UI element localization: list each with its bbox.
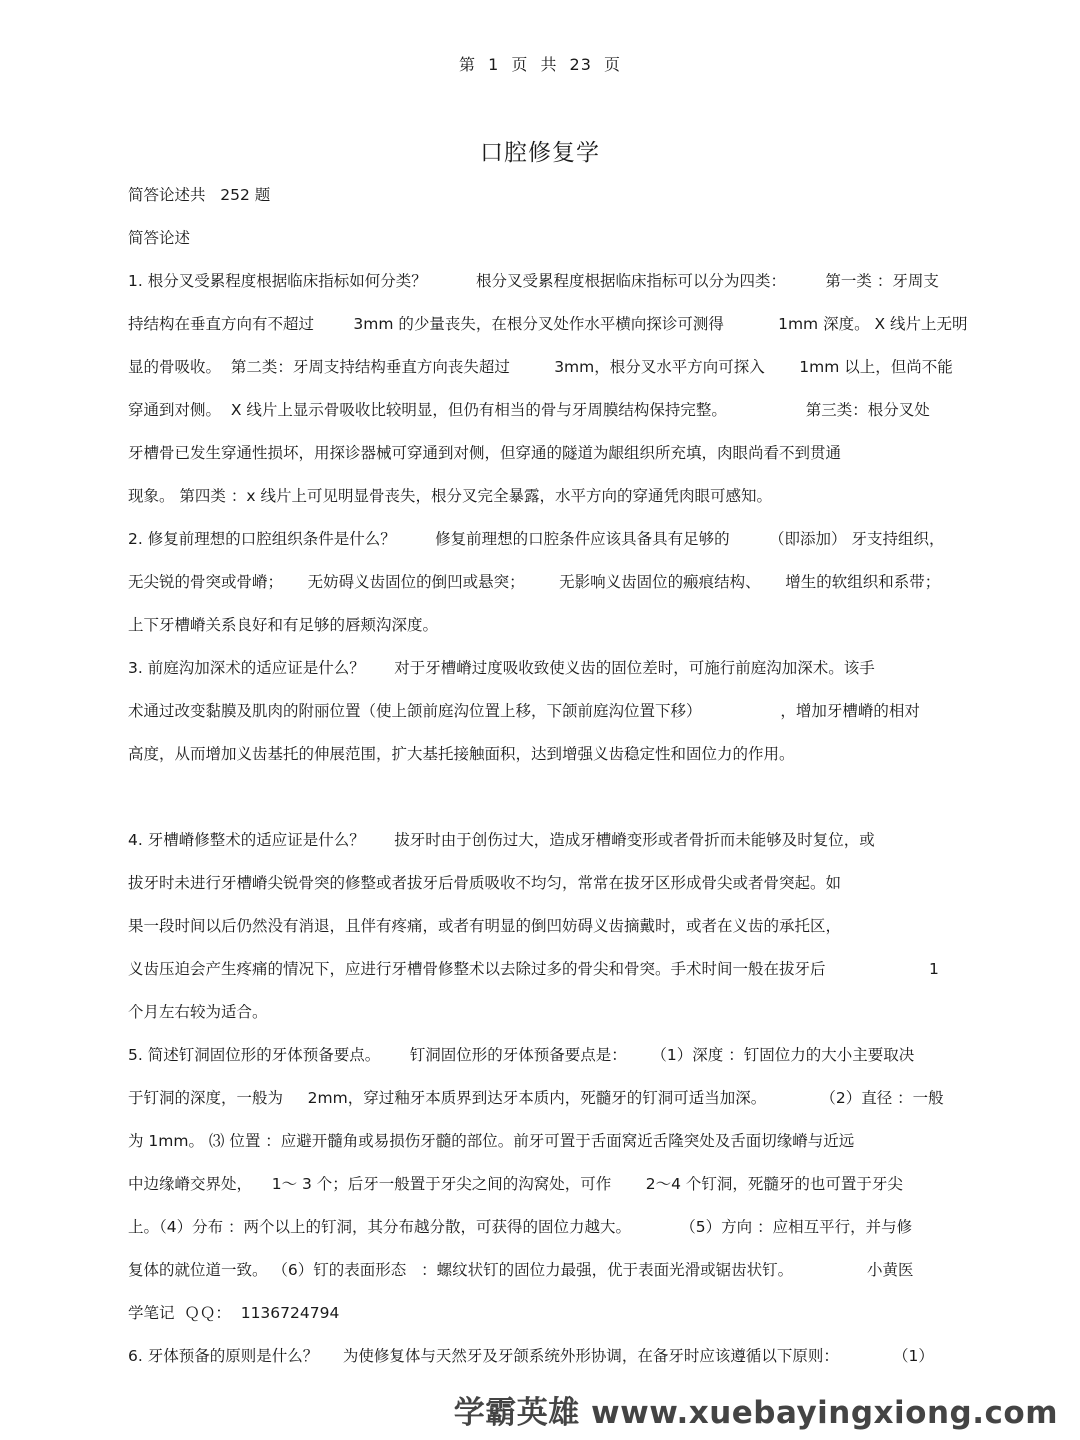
text-line: 显的骨吸收。 第二类：牙周支持结构垂直方向丧失超过 3mm，根分叉水平方向可探入 1mm 以上，但尚不能: [128, 358, 953, 376]
text-line: 6. 牙体预备的原则是什么？ 为使修复体与天然牙及牙颌系统外形协调，在备牙时应该遵循以下原则： （1）: [128, 1347, 934, 1365]
text-line: 高度，从而增加义齿基托的伸展范围，扩大基托接触面积，达到增强义齿稳定性和固位力的作用。: [128, 745, 795, 763]
text-line: 1. 根分叉受累程度根据临床指标如何分类？ 根分叉受累程度根据临床指标可以分为四类： 第一类 ：牙周支: [128, 272, 939, 290]
text-line: 牙槽骨已发生穿通性损坏，用探诊器械可穿通到对侧，但穿通的隧道为龈组织所充填，肉眼尚看不到贯通: [128, 444, 842, 462]
text-line: 拔牙时未进行牙槽嵴尖锐骨突的修整或者拔牙后骨质吸收不均匀，常常在拔牙区形成骨尖或者骨突起。如: [128, 874, 842, 892]
text-line: 果一段时间以后仍然没有消退，且伴有疼痛，或者有明显的倒凹妨碍义齿摘戴时，或者在义齿的承托区，: [128, 917, 842, 935]
page-number: 第 1 页 共 23 页: [459, 55, 621, 74]
section-label: 简答论述: [128, 229, 191, 247]
text-line: 学笔记 ＱＱ： 1136724794: [128, 1304, 340, 1322]
text-line: 现象。 第四类 ：x 线片上可见明显骨丧失，根分叉完全暴露，水平方向的穿通凭肉眼可感知。: [128, 487, 772, 505]
site-watermark: 学霸英雄 www.xuebayingxiong.com: [453, 1395, 1058, 1431]
text-line: 术通过改变黏膜及肌肉的附丽位置（使上颌前庭沟位置上移，下颌前庭沟位置下移） ，增加牙槽嵴的相对: [128, 702, 920, 720]
text-line: 3. 前庭沟加深术的适应证是什么？ 对于牙槽嵴过度吸收致使义齿的固位差时，可施行前庭沟加深术。该手: [128, 659, 875, 677]
document-title: 口腔修复学: [480, 140, 600, 166]
text-line: 穿通到对侧。 X 线片上显示骨吸收比较明显，但仍有相当的骨与牙周膜结构保持完整。 第三类：根分叉处: [128, 401, 930, 419]
text-line: 义齿压迫会产生疼痛的情况下，应进行牙槽骨修整术以去除过多的骨尖和骨突。手术时间一般在拔牙后 1: [128, 960, 939, 978]
text-line: 为 1mm。 ⑶ 位置 ：应避开髓角或易损伤牙髓的部位。前牙可置于舌面窝近舌隆突处及舌面切缘嵴与近远: [128, 1132, 855, 1150]
text-line: 个月左右较为适合。: [128, 1003, 268, 1021]
text-line: 无尖锐的骨突或骨嵴； 无妨碍义齿固位的倒凹或悬突； 无影响义齿固位的瘢痕结构、 增生的软组织和系带；: [128, 573, 941, 591]
text-line: 持结构在垂直方向有不超过 3mm 的少量丧失，在根分叉处作水平横向探诊可测得 1mm 深度。 X 线片上无明: [128, 315, 968, 333]
text-line: 4. 牙槽嵴修整术的适应证是什么？ 拔牙时由于创伤过大，造成牙槽嵴变形或者骨折而未能够及时复位，或: [128, 831, 875, 849]
text-line: 上。（4）分布 ：两个以上的钉洞，其分布越分散，可获得的固位力越大。 （5）方向 ：应相互平行，并与修: [128, 1218, 913, 1236]
text-line: 复体的就位道一致。 （6）钉的表面形态 ：螺纹状钉的固位力最强，优于表面光滑或锯齿状钉。 小黄医: [128, 1261, 914, 1279]
text-line: 中边缘嵴交界处， 1～ 3 个；后牙一般置于牙尖之间的沟窝处，可作 2～4 个钉洞，死髓牙的也可置于牙尖: [128, 1175, 903, 1193]
text-line: 2. 修复前理想的口腔组织条件是什么？ 修复前理想的口腔条件应该具备具有足够的 （即添加） 牙支持组织，: [128, 530, 945, 548]
text-line: 上下牙槽嵴关系良好和有足够的唇颊沟深度。: [128, 616, 439, 634]
text-line: 5. 简述钉洞固位形的牙体预备要点。 钉洞固位形的牙体预备要点是： （1）深度 ：钉固位力的大小主要取决: [128, 1046, 915, 1064]
document-body: [128, 174, 968, 1378]
question-count: 简答论述共 252 题: [128, 186, 271, 204]
paragraph-gap: [128, 776, 960, 819]
text-line: 于钉洞的深度，一般为 2mm，穿过釉牙本质界到达牙本质内，死髓牙的钉洞可适当加深。 （2）直径 ：一般: [128, 1089, 944, 1107]
